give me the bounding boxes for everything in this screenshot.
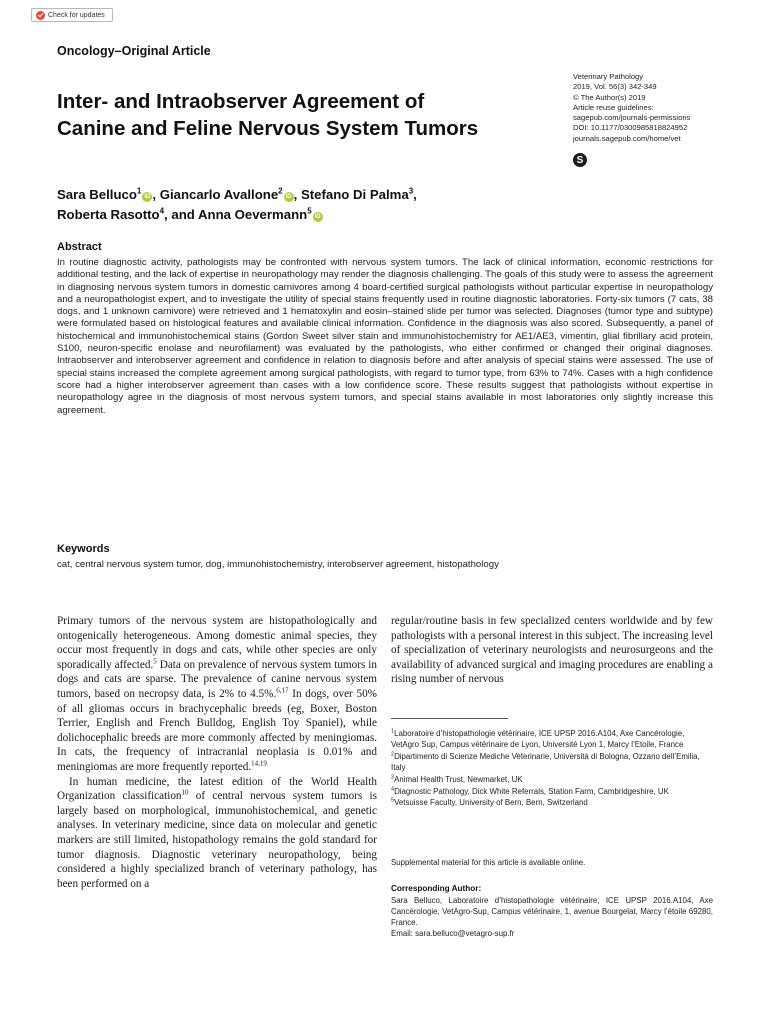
footnote-mark: 3 [391, 774, 395, 780]
body-text: Primary tumors of the nervous system are histopathologically and ontogenically heterogeneous. Among domestic animal species, they occur most frequently in dogs and cats, while other species are only sporadically affected. [57, 615, 377, 671]
supplemental-note: Supplemental material for this article is available online. [391, 858, 586, 867]
check-updates-label: Check for updates [48, 11, 105, 19]
citation-ref[interactable]: 5 [153, 657, 157, 666]
orcid-icon[interactable]: iD [314, 214, 321, 220]
check-updates-icon [36, 11, 45, 20]
title-line-2: Canine and Feline Nervous System Tumors [57, 117, 479, 140]
footnote-divider [391, 718, 508, 719]
corresponding-author-heading: Corresponding Author: [391, 884, 482, 893]
corresponding-author-address: Sara Belluco, Laboratoire d’histopathologie vétérinaire, ICE UPSP 2016.A104, Axe Cancérologie, VetAgro-Sup, Campus vétérinaire, 1, avenue Bourgelat, Marcy l’étoile 69280, France. [391, 896, 713, 927]
body-text: In human medicine, the latest edition of the World Health Organization classification [57, 775, 377, 803]
citation-ref[interactable]: 10 [181, 788, 189, 797]
citation-ref[interactable]: 14,19 [251, 759, 267, 768]
affiliation-footnote [391, 729, 713, 751]
corresponding-author-block [391, 896, 713, 940]
corresponding-author-email[interactable]: Email: sara.belluco@vetagro-sup.fr [391, 928, 515, 938]
affiliation-footnote [391, 752, 713, 774]
journal-issue: 2019, Vol. 56(3) 342-349 [573, 82, 657, 92]
footnote-mark: 4 [391, 785, 395, 792]
journal-home-link[interactable]: journals.sagepub.com/home/vet [573, 133, 681, 143]
author-name: Sara Belluco [57, 187, 137, 202]
body-text: of central nervous system tumors is largely based on morphological, immunohistochemical, and genetic analyses. In veterinary medicine, since data on molecular and genetic markers are still limited, histopathology remains the gold standard for tumor diagnosis. Diagnostic veterinary neuropathology, being considered a highly specialized branch of veterinary pathology, has been performed on a [57, 790, 377, 890]
author-name: Roberta Rasotto [57, 207, 160, 222]
orcid-icon[interactable]: iD [285, 194, 292, 200]
author-affiliation-mark: 3 [408, 186, 414, 196]
body-text: Data on prevalence of nervous system tumors in dogs and cats are sparse. The prevalence of canine nervous system tumors, based on necropsy data, is 2% to 4.5%. [57, 658, 377, 700]
section-label: Oncology–Original Article [57, 44, 211, 58]
footnote-mark: 1 [391, 728, 395, 735]
keywords-text: cat, central nervous system tumor, dog, immunohistochemistry, interobserver agreement, histopathology [57, 559, 499, 570]
author-name: Anna Oevermann [197, 207, 308, 222]
footnote-text: Laboratoire d’histopathologie vétérinaire, ICE UPSP 2016.A104, Axe Cancérologie, VetAgro Sup, Campus vétérinaire de Lyon, Université Lyon 1, Marcy l’Etoile, France [391, 729, 685, 749]
body-paragraph-2 [57, 775, 377, 892]
footnote-text: Diagnostic Pathology, Dick White Referrals, Station Farm, Cambridgeshire, UK [394, 786, 669, 796]
footnote-mark: 2 [391, 751, 395, 758]
sage-logo-icon: S [573, 153, 587, 167]
footnote-mark: 5 [391, 797, 395, 804]
journal-reuse: Article reuse guidelines: [573, 102, 654, 112]
affiliation-footnotes [391, 729, 713, 810]
abstract-text: In routine diagnostic activity, pathologists may be confronted with nervous system tumors. The lack of clinical information, economic restrictions for additional testing, and the lack of expertise in neuropathology may render the diagnosis challenging. The goals of this study were to assess the agreement in diagnosing nervous system tumors in domestic carnivores among 4 board-certified surgical pathologists without particular expertise in neuropathology and a neuropathologist expert, and to investigate the utility of special stains frequently used in routine diagnostic laboratories. Forty-six tumors (7 cats, 38 dogs, and 1 unknown carnivore) were retrieved and 1 hematoxylin and eosin–stained slide per tumor was selected. Diagnoses (tumor type and subtype) were formulated based on histological features and available clinical information. Confidence in the diagnosis was also scored. Subsequently, a panel of histochemical and immunohistochemical stains (Gordon Sweet silver stain and immunohistochemistry for AE1/AE3, vimentin, glial fibrillary acid protein, S100, neuron-specific enolase and neurofilament) was evaluated by the pathologists, who either confirmed or changed their original diagnoses. Intraobserver and interobserver agreement and confidence in relation to diagnosis before and after analysis of special stains were assessed. The use of special stains increased the complete agreement among surgical pathologists, with regard to tumor type, from 63% to 74%. Cases with a high confidence score had a higher interobserver agreement than cases with a low confidence score. These results suggest that pathologists without expertise in neuropathology agree in the diagnosis of most nervous system tumors, and special stains available in most laboratories only slightly increase this agreement. [57, 257, 713, 416]
footnote-text: Dipartimento di Scienze Mediche Veterinarie, Università di Bologna, Ozzano dell’Emilia, Italy [391, 751, 700, 772]
author-affiliation-mark: 5 [307, 206, 312, 216]
journal-doi[interactable]: DOI: 10.1177/0300985818824952 [573, 123, 688, 133]
citation-ref[interactable]: 6,17 [276, 686, 289, 695]
affiliation-footnote [391, 787, 713, 798]
journal-permissions-link[interactable]: sagepub.com/journals-permissions [573, 113, 691, 123]
author-name: Giancarlo Avallone [159, 187, 279, 202]
body-column-left [57, 614, 377, 891]
author-list: Sara Belluco$^1$iD , Giancarlo Avallone$^2$iD , Stefano Di Palma$^3$, Roberta Rasotto$^4$, and Anna Oevermann$^5$iD [57, 186, 417, 222]
orcid-icon[interactable]: iD [144, 194, 151, 200]
abstract-heading: Abstract [57, 241, 102, 253]
author-affiliation-mark: 4 [159, 206, 165, 216]
footnote-text: Vetsuisse Faculty, University of Bern, Bern, Switzerland [394, 798, 588, 808]
check-for-updates-badge[interactable] [31, 8, 113, 22]
author-affiliation-mark: 1 [136, 186, 142, 196]
body-paragraph-1 [57, 614, 377, 775]
author-affiliation-mark: 2 [278, 186, 283, 196]
title-line-1: Inter- and Intraobserver Agreement of [57, 90, 425, 113]
author-name: Stefano Di Palma [300, 187, 409, 202]
journal-info [573, 72, 753, 144]
article-title [57, 88, 547, 142]
journal-name: Veterinary Pathology [573, 72, 644, 81]
body-column-right: regular/routine basis in few specialized centers worldwide and by few pathologists with a personal interest in this subject. The increasing level of specialization of veterinary neurologists and neurosurgeons and the availability of advanced surgical and imaging procedures are enabling a rising number of nervous [391, 615, 713, 686]
journal-copyright: © The Author(s) 2019 [573, 92, 646, 102]
keywords-heading: Keywords [57, 543, 110, 555]
affiliation-footnote [391, 798, 713, 809]
body-text: In dogs, over 50% of all gliomas occurs in brachycephalic breeds (eg, Boxer, Boston Terrier, English and French Bulldog, English Toy Spaniel), while dolichocephalic breeds are more commonly affected by meningiomas. In cats, the frequency of intracranial neoplasia is 0.01% and meningiomas are more frequently reported. [57, 687, 377, 773]
affiliation-footnote [391, 775, 713, 786]
footnote-text: Animal Health Trust, Newmarket, UK [394, 774, 523, 784]
